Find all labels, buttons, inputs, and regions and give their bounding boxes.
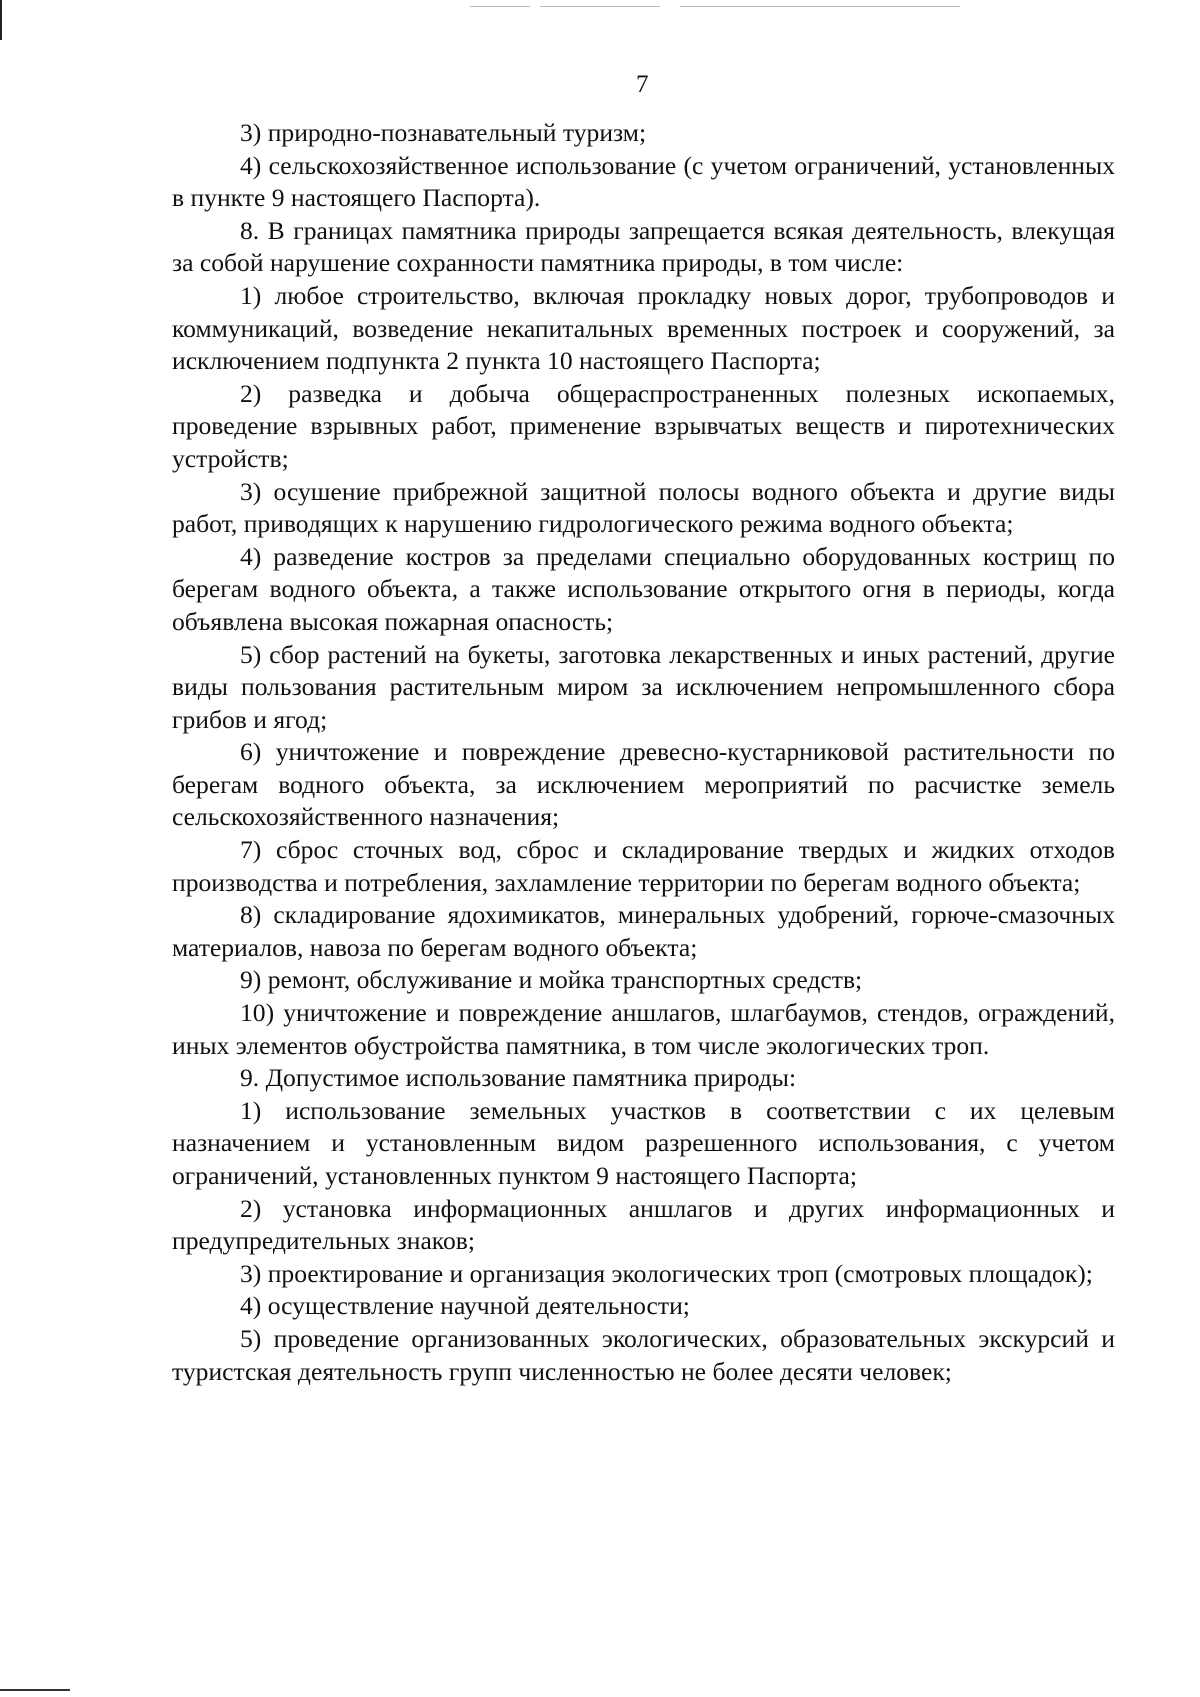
scan-artifact <box>540 6 660 7</box>
list-item: 2) установка информационных аншлагов и других информационных и предупредительных знаков; <box>172 1193 1115 1256</box>
list-item: 10) уничтожение и повреждение аншлагов, шлагбаумов, стендов, ограждений, иных элементов обустройства памятника, в том числе экологических троп. <box>172 998 1115 1060</box>
list-item: 4) сельскохозяйственное использование (с учетом ограничений, установленных в пункте 9 настоящего Паспорта). <box>172 150 1115 213</box>
list-item: 4) осуществление научной деятельности; <box>240 1291 690 1321</box>
list-item: 7) сброс сточных вод, сброс и складирование твердых и жидких отходов производства и потребления, захламление территории по берегам водного объекта; <box>172 835 1115 897</box>
list-item: 5) сбор растений на букеты, заготовка лекарственных и иных растений, другие виды пользования растительным миром за исключением непромышленного сбора грибов и ягод; <box>172 639 1115 734</box>
document-body <box>172 117 1115 1388</box>
list-item: 3) природно-познавательный туризм; <box>240 118 647 147</box>
list-item: 9) ремонт, обслуживание и мойка транспортных средств; <box>240 965 863 995</box>
list-item: 1) любое строительство, включая прокладку новых дорог, трубопроводов и коммуникаций, возведение некапитальных временных построек и сооружений, за исключением подпункта 2 пункта 10 настоящего Паспорта; <box>172 280 1115 376</box>
list-item: 5) проведение организованных экологических, образовательных экскурсий и туристская деятельность групп численностью не более десяти человек; <box>172 1323 1115 1386</box>
list-item: 2) разведка и добыча общераспространенных полезных ископаемых, проведение взрывных работ, применение взрывчатых веществ и пиротехнических устройств; <box>172 378 1115 473</box>
section-paragraph: 9. Допустимое использование памятника природы: <box>240 1063 797 1093</box>
scan-edge-mark <box>0 0 2 40</box>
list-item: 1) использование земельных участков в соответствии с их целевым назначением и установленным видом разрешенного использования, с учетом ограничений, установленных пунктом 9 настоящего Паспорта; <box>172 1095 1115 1190</box>
scan-artifact <box>470 6 530 7</box>
list-item: 3) осушение прибрежной защитной полосы водного объекта и другие виды работ, приводящих к нарушению гидрологического режима водного объекта; <box>172 476 1115 539</box>
list-item: 8) складирование ядохимикатов, минеральных удобрений, горюче-смазочных материалов, навоза по берегам водного объекта; <box>172 900 1115 962</box>
list-item: 4) разведение костров за пределами специально оборудованных кострищ по берегам водного объекта, а также использование открытого огня в периоды, когда объявлена высокая пожарная опасность; <box>172 541 1115 636</box>
list-item: 6) уничтожение и повреждение древесно-кустарниковой растительности по берегам водного объекта, за исключением мероприятий по расчистке земель сельскохозяйственного назначения; <box>172 737 1115 832</box>
scan-artifact <box>680 6 960 7</box>
scan-edge-mark <box>0 1689 70 1691</box>
section-paragraph: 8. В границах памятника природы запрещается всякая деятельность, влекущая за собой нарушение сохранности памятника природы, в том числе: <box>172 215 1115 278</box>
list-item: 3) проектирование и организация экологических троп (смотровых площадок); <box>240 1258 1093 1288</box>
page-number: 7 <box>636 71 649 98</box>
